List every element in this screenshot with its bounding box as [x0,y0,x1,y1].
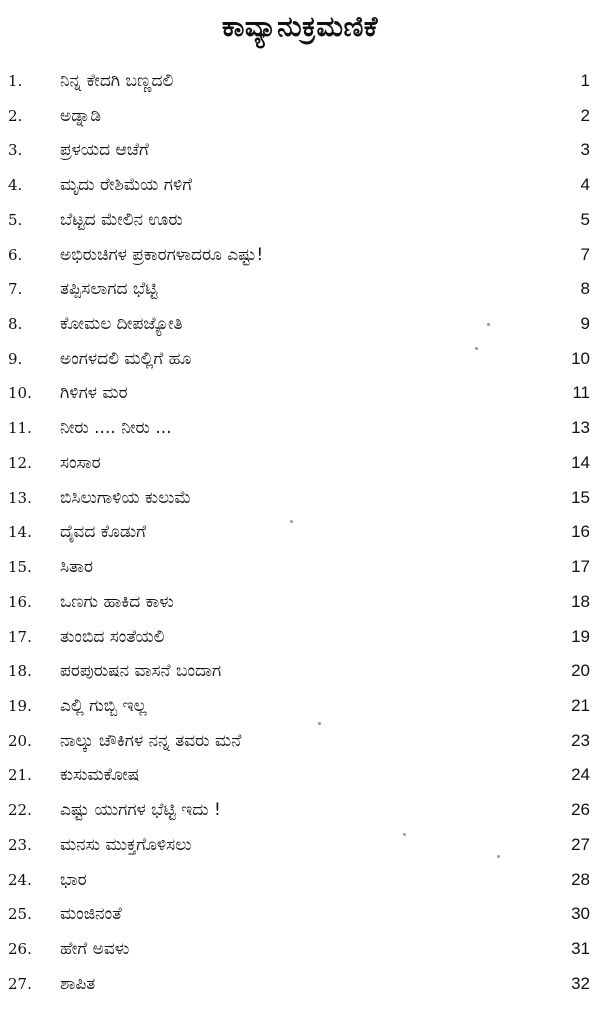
entry-page-number: 26 [571,800,590,820]
toc-entry [0,342,600,377]
page-title: ಕಾವ್ಯಾನುಕ್ರಮಣಿಕೆ [221,10,379,43]
entry-page-number: 7 [580,244,590,264]
entry-title: ಪ್ರಳಯದ ಆಚೆಗೆ [60,140,149,161]
scan-speck [290,520,293,523]
toc-entry [0,99,600,134]
scan-speck [487,323,490,326]
entry-title: ತಪ್ಪಿಸಲಾಗದ ಭೆಟ್ಟಿ [60,279,158,300]
entry-page-number: 20 [571,661,590,681]
entry-page-number: 16 [571,522,590,542]
entry-number: 17. [8,627,32,646]
entry-title: ಎಷ್ಟು ಯುಗಗಳ ಭೆಟ್ಟಿ ಇದು ! [60,800,221,821]
entry-title: ನಿನ್ನ ಕೇದಗಿ ಬಣ್ಣದಲಿ [60,71,174,91]
toc-entry [0,203,600,238]
entry-page-number: 3 [580,140,590,160]
entry-title: ಸಂಸಾರ [60,452,101,473]
entry-title: ಶಾಪಿತ [60,973,96,994]
entry-page-number: 10 [571,348,590,368]
toc-entry [0,689,600,724]
toc-entry [0,620,600,655]
toc-entry [0,897,600,932]
entry-title: ಮಂಜಿನಂತೆ [60,904,122,925]
scan-speck [403,833,406,836]
toc-entry [0,724,600,759]
toc-entry [0,168,600,203]
entry-number: 25. [8,905,32,924]
entry-number: 12. [8,453,32,472]
entry-title: ಮೃದು ರೇಶಿಮೆಯ ಗಳಿಗೆ [60,175,193,196]
entry-number: 18. [8,662,32,681]
entry-page-number: 11 [572,383,590,403]
entry-number: 16. [8,592,32,611]
entry-title: ಭಾರ [60,869,87,890]
entry-page-number: 30 [571,904,590,924]
entry-number: 8. [8,315,23,334]
entry-page-number: 14 [571,452,590,472]
toc-entry [0,133,600,168]
entry-number: 20. [8,731,32,750]
entry-number: 22. [8,801,32,820]
toc-entry [0,238,600,273]
entry-number: 5. [8,210,23,229]
entry-page-number: 15 [571,487,590,507]
entry-page-number: 31 [571,938,590,958]
toc-entry [0,446,600,481]
entry-title: ಎಲ್ಲಿ ಗುಬ್ಬಿ ಇಲ್ಲ [60,695,147,716]
toc-entry [0,515,600,550]
entry-title: ನೀರು .... ನೀರು ... [60,418,172,439]
toc-list [0,64,600,1001]
entry-number: 6. [8,245,23,264]
entry-title: ಪರಪುರುಷನ ವಾಸನೆ ಬಂದಾಗ [60,661,222,682]
entry-number: 11. [8,419,32,438]
scan-speck [475,347,478,350]
scan-speck [497,855,500,858]
entry-title: ಕುಸುಮಕೋಷ [60,765,140,786]
entry-page-number: 2 [580,105,590,125]
entry-number: 24. [8,870,32,889]
entry-page-number: 27 [571,834,590,854]
toc-entry [0,550,600,585]
entry-title: ಬಿಸಿಲುಗಾಳಿಯ ಕುಲುಮೆ [60,487,192,508]
entry-number: 14. [8,523,32,542]
toc-entry [0,932,600,967]
entry-number: 13. [8,488,32,507]
entry-page-number: 19 [571,626,590,646]
scan-speck [318,722,321,725]
entry-title: ಹೇಗೆ ಅವಳು [60,938,130,959]
entry-number: 10. [8,384,32,403]
entry-number: 9. [8,349,23,368]
toc-entry [0,758,600,793]
entry-title: ಅಡ್ನಾಡಿ [60,105,102,126]
entry-number: 3. [8,141,23,160]
entry-title: ಬೆಟ್ಟದ ಮೇಲಿನ ಊರು [60,209,183,230]
entry-title: ತುಂಬಿದ ಸಂತೆಯಲಿ [60,626,165,647]
entry-title: ದೈವದ ಕೊಡುಗೆ [60,522,147,543]
entry-number: 4. [8,176,23,195]
entry-number: 26. [8,939,32,958]
entry-number: 1. [8,72,23,90]
entry-title: ಗಿಳಿಗಳ ಮರ [60,383,128,404]
entry-title: ಒಣಗು ಹಾಕಿದ ಕಾಳು [60,591,174,612]
toc-entry [0,376,600,411]
entry-page-number: 21 [571,695,590,715]
entry-page-number: 32 [571,973,590,993]
entry-number: 23. [8,835,32,854]
entry-page-number: 18 [571,591,590,611]
entry-page-number: 4 [580,175,590,195]
entry-page-number: 13 [571,418,590,438]
entry-number: 2. [8,106,23,125]
entry-title: ನಾಲ್ಕು ಚೌಕಿಗಳ ನನ್ನ ತವರು ಮನೆ [60,730,242,751]
toc-entry [0,967,600,1002]
entry-page-number: 24 [571,765,590,785]
entry-page-number: 8 [580,279,590,299]
toc-entry [0,481,600,516]
toc-entry [0,828,600,863]
toc-entry [0,307,600,342]
entry-title: ಮನಸು ಮುಕ್ತಗೊಳಿಸಲು [60,834,192,855]
entry-page-number: 17 [571,557,590,577]
entry-number: 7. [8,280,23,299]
toc-entry [0,585,600,620]
toc-entry [0,411,600,446]
entry-title: ಸಿತಾರ [60,557,94,578]
entry-number: 27. [8,974,32,993]
entry-page-number: 23 [571,730,590,750]
entry-page-number: 1 [580,71,590,90]
entry-page-number: 5 [580,209,590,229]
entry-page-number: 28 [571,869,590,889]
entry-title: ಅಭಿರುಚಿಗಳ ಪ್ರಕಾರಗಳಾದರೂ ಎಷ್ಟು! [60,244,264,265]
toc-entry [0,863,600,898]
toc-entry [0,654,600,689]
entry-number: 19. [8,696,32,715]
entry-title: ಕೋಮಲ ದೀಪಜ್ಯೋತಿ [60,314,183,335]
entry-number: 21. [8,766,32,785]
entry-number: 15. [8,558,32,577]
toc-entry [0,793,600,828]
entry-title: ಅಂಗಳದಲಿ ಮಲ್ಲಿಗೆ ಹೂ [60,348,192,369]
toc-entry [0,64,600,99]
entry-page-number: 9 [580,314,590,334]
toc-entry [0,272,600,307]
